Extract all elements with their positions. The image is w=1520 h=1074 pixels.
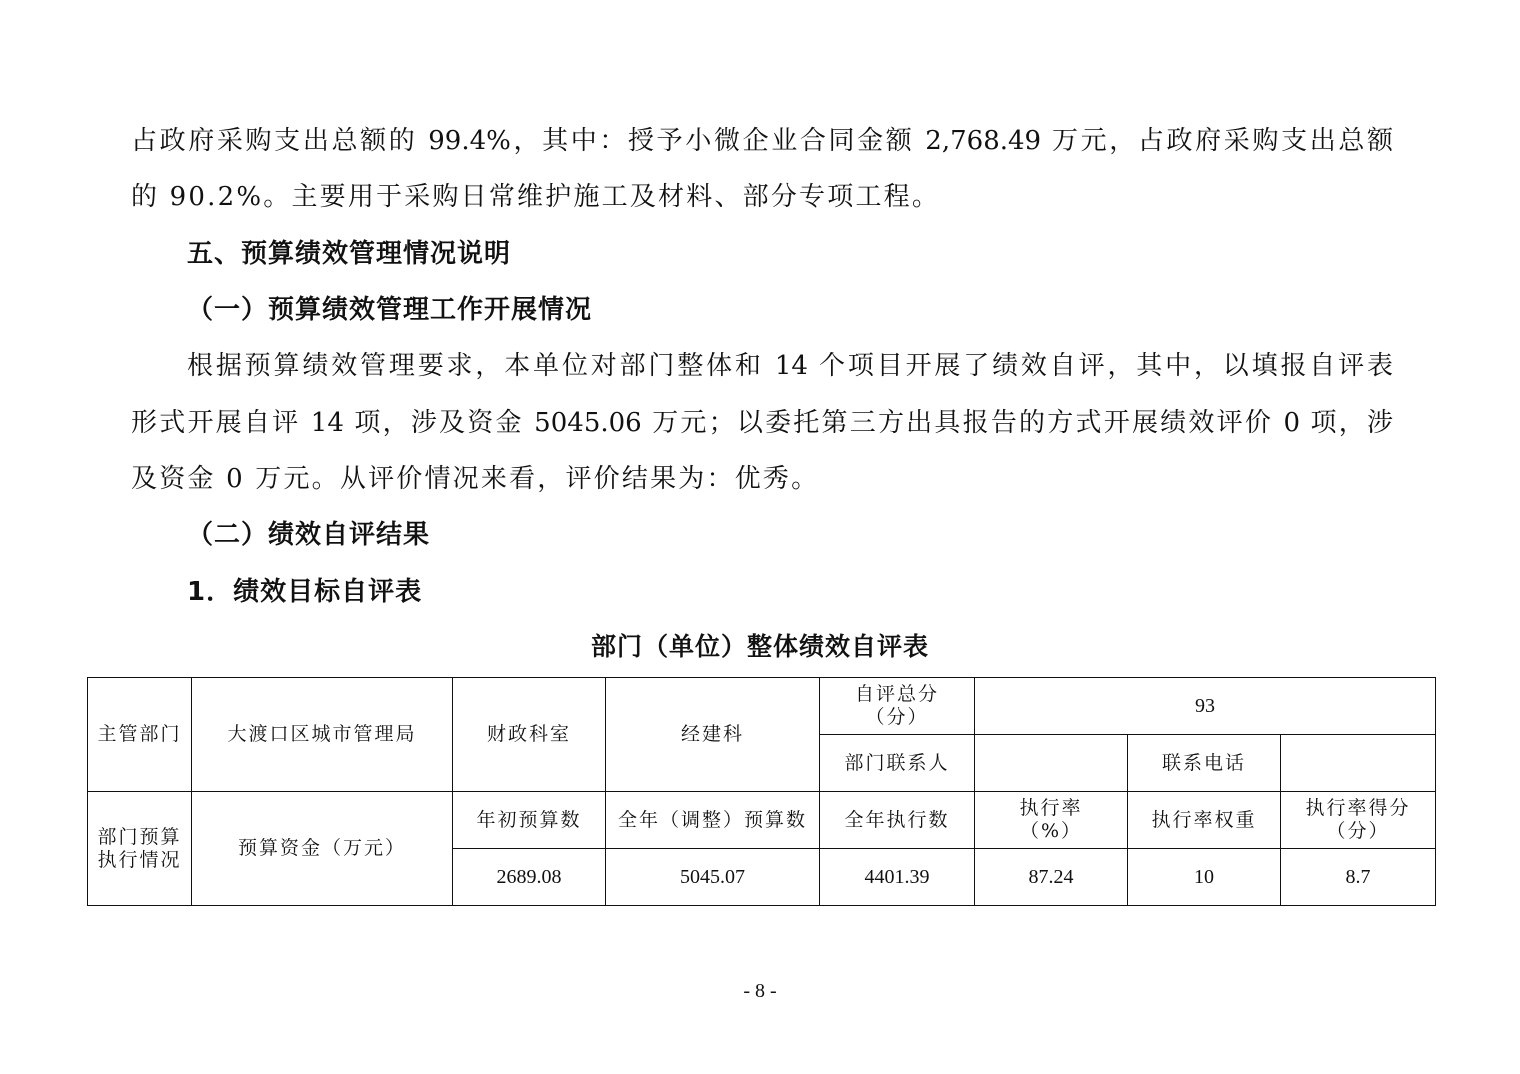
value-cell: 4401.39 bbox=[820, 849, 975, 906]
paragraph-line: 占政府采购支出总额的 99.4%，其中：授予小微企业合同金额 2,768.49 万元，占政府采购支出总额 bbox=[131, 126, 1393, 156]
header-cell: 执行率得分（分） bbox=[1281, 792, 1436, 849]
paragraph-line: 的 90.2%。主要用于采购日常维护施工及材料、部分专项工程。 bbox=[131, 182, 941, 212]
dept-value: 大渡口区城市管理局 bbox=[192, 678, 453, 792]
subsection-heading: （一）预算绩效管理工作开展情况 bbox=[187, 295, 593, 325]
paragraph-line: 根据预算绩效管理要求，本单位对部门整体和 14 个项目开展了绩效自评，其中，以填报自评表 bbox=[187, 351, 1393, 381]
section-heading: 五、预算绩效管理情况说明 bbox=[187, 239, 512, 269]
office1-cell: 财政科室 bbox=[453, 678, 606, 792]
table-title: 部门（单位）整体绩效自评表 bbox=[590, 632, 929, 661]
dept-label: 主管部门 bbox=[88, 678, 192, 792]
budget-label: 预算资金（万元） bbox=[192, 792, 453, 906]
page-number: - 8 - bbox=[743, 980, 777, 1002]
value-cell: 87.24 bbox=[975, 849, 1128, 906]
score-label: 自评总分（分） bbox=[820, 678, 975, 735]
exec-label: 部门预算执行情况 bbox=[88, 792, 192, 906]
score-value: 93 bbox=[975, 678, 1436, 735]
header-cell: 执行率权重 bbox=[1128, 792, 1281, 849]
phone-value bbox=[1281, 735, 1436, 792]
value-cell: 2689.08 bbox=[453, 849, 606, 906]
header-cell: 执行率（%） bbox=[975, 792, 1128, 849]
header-cell: 全年执行数 bbox=[820, 792, 975, 849]
item-heading: 1．绩效目标自评表 bbox=[187, 577, 423, 607]
paragraph-line: 及资金 0 万元。从评价情况来看，评价结果为：优秀。 bbox=[131, 464, 820, 494]
header-cell: 年初预算数 bbox=[453, 792, 606, 849]
value-cell: 8.7 bbox=[1281, 849, 1436, 906]
subsection-heading: （二）绩效自评结果 bbox=[187, 520, 431, 550]
value-cell: 5045.07 bbox=[606, 849, 820, 906]
phone-label: 联系电话 bbox=[1128, 735, 1281, 792]
contact-value bbox=[975, 735, 1128, 792]
office2-cell: 经建科 bbox=[606, 678, 820, 792]
self-evaluation-table bbox=[87, 677, 1436, 906]
header-cell: 全年（调整）预算数 bbox=[606, 792, 820, 849]
paragraph-line: 形式开展自评 14 项，涉及资金 5045.06 万元；以委托第三方出具报告的方式开展绩效评价 0 项，涉 bbox=[131, 408, 1393, 438]
value-cell: 10 bbox=[1128, 849, 1281, 906]
contact-label: 部门联系人 bbox=[820, 735, 975, 792]
